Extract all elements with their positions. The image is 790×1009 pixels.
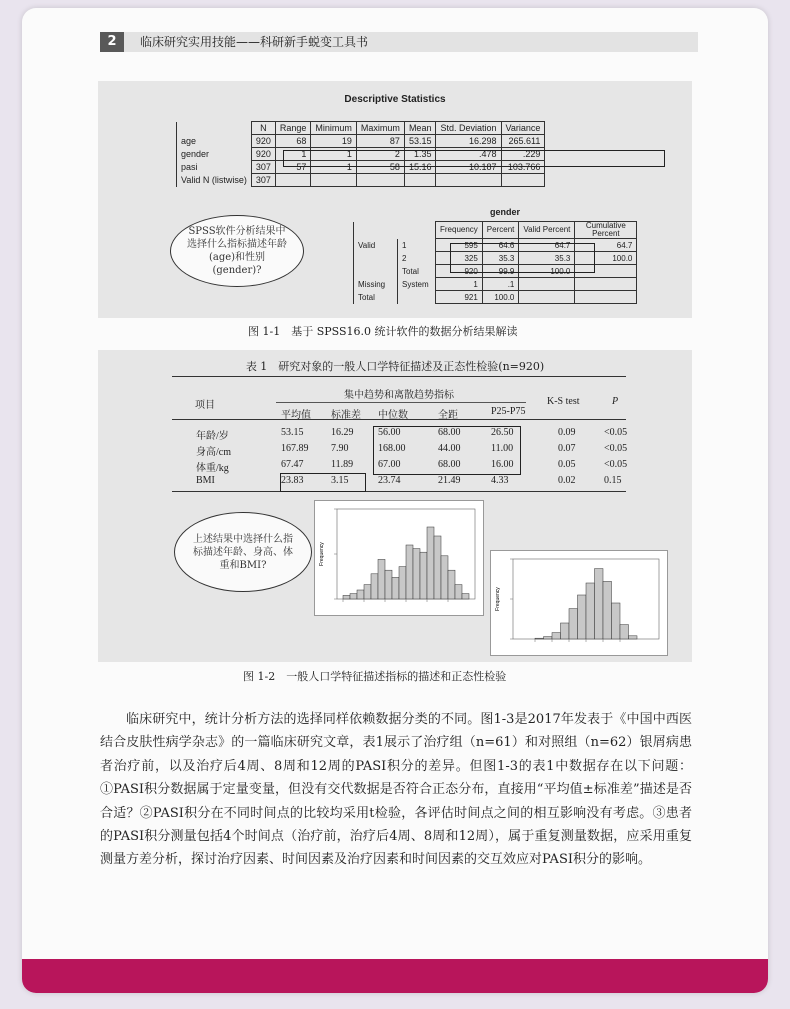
desc-col-header: Range (275, 122, 311, 135)
table-cell: 23.83 (281, 475, 304, 486)
desc-cell: 15.16 (404, 161, 436, 174)
question-bubble-1: SPSS软件分析结果中选择什么指标描述年龄(age)和性别(gender)? (170, 215, 304, 287)
gender-group-label: Total (354, 291, 398, 304)
histogram-bar (535, 638, 544, 639)
table-cell: 23.74 (378, 475, 401, 486)
bmi-highlight-box (280, 473, 366, 492)
desc-cell: .229 (501, 148, 545, 161)
gender-cell: 595 (436, 239, 483, 252)
gender-sub-label: 2 (398, 252, 436, 265)
figure-1-1-caption: 图 1-1 基于 SPSS16.0 统计软件的数据分析结果解读 (248, 325, 518, 338)
figure-1-1 (98, 81, 692, 318)
median-highlight-box (373, 426, 521, 475)
histogram-bar (462, 594, 469, 599)
table-cell: 11.89 (331, 459, 354, 470)
desc-cell: 53.15 (404, 135, 436, 148)
table-cell: 44.00 (438, 443, 461, 454)
gender-col-header: Valid Percent (519, 222, 575, 239)
desc-cell (311, 174, 357, 187)
gender-cell: 64.7 (519, 239, 575, 252)
desc-row-label: Valid N (listwise) (177, 174, 252, 187)
histogram-bar (552, 633, 561, 639)
desc-cell: 58 (356, 161, 404, 174)
gender-col-header: Percent (482, 222, 519, 239)
desc-cell (404, 174, 436, 187)
figure-1-2-caption: 图 1-2 一般人口学特征描述指标的描述和正态性检验 (243, 670, 507, 683)
page-number: 2 (100, 32, 124, 52)
figure-1-2 (98, 350, 692, 662)
desc-col-header: N (251, 122, 275, 135)
desc-col-header: Mean (404, 122, 436, 135)
question-bubble-2: 上述结果中选择什么指标描述年龄、身高、体重和BMI? (174, 512, 312, 592)
histogram-bar (612, 603, 621, 639)
gender-cell (575, 278, 637, 291)
desc-cell: 265.611 (501, 135, 545, 148)
histogram-bar (434, 536, 441, 599)
histogram-bar (603, 581, 612, 639)
bottom-band (22, 959, 768, 993)
sub-header: 中位数 (378, 410, 408, 421)
gender-group-label: Valid (354, 239, 398, 252)
histogram-bar (578, 595, 587, 639)
histogram-bar (378, 559, 385, 599)
histogram-bar (343, 595, 350, 599)
desc-col-header: Variance (501, 122, 545, 135)
histogram-bar (544, 637, 553, 639)
gender-sub-label: 1 (398, 239, 436, 252)
desc-cell: 307 (251, 174, 275, 187)
table-cell: 26.50 (491, 427, 514, 438)
gender-cell: 99.9 (482, 265, 519, 278)
gender-row (354, 291, 637, 304)
gender-cell: .1 (482, 278, 519, 291)
desc-corner (177, 122, 252, 135)
gender-cell: 1 (436, 278, 483, 291)
table-cell: 53.15 (281, 427, 304, 438)
histogram-bar (406, 545, 413, 599)
y-axis-label: Frequency (495, 587, 501, 611)
table-cell: 56.00 (378, 427, 401, 438)
gender-col-header: Cumulative Percent (575, 222, 637, 239)
gender-cell: 64.6 (482, 239, 519, 252)
gender-sub-label: System (398, 278, 436, 291)
desc-row (177, 174, 545, 187)
histogram-bar (569, 609, 578, 639)
desc-cell: 1 (275, 148, 311, 161)
desc-col-header: Std. Deviation (436, 122, 501, 135)
gender-group-label (354, 265, 398, 278)
gender-cell: 325 (436, 252, 483, 265)
percent-highlight-box (450, 243, 595, 273)
table-cell: 68.00 (438, 459, 461, 470)
age-histogram (314, 500, 484, 616)
gender-cell (519, 291, 575, 304)
histogram-bar (371, 574, 378, 599)
histogram-bar (595, 569, 604, 639)
desc-cell: 16.298 (436, 135, 501, 148)
histogram-bar (455, 585, 462, 599)
table-cell: <0.05 (604, 443, 628, 454)
histogram-bar (441, 556, 448, 599)
gender-group-label: Missing (354, 278, 398, 291)
gender-row (354, 278, 637, 291)
histogram-bar (586, 583, 595, 639)
table-row-item: BMI (196, 475, 215, 486)
height-histogram (490, 550, 668, 656)
histogram-bar (350, 594, 357, 599)
table-cell: 67.00 (378, 459, 401, 470)
table-1-title: 表 1 研究对象的一般人口学特征描述及正态性检验(n=920) (245, 360, 545, 373)
book-page (22, 8, 768, 993)
desc-cell: 103.766 (501, 161, 545, 174)
desc-cell (356, 174, 404, 187)
desc-cell: 920 (251, 135, 275, 148)
table-row-item: 体重/kg (196, 463, 229, 474)
gender-sub-label: Total (398, 265, 436, 278)
table-cell: 7.90 (331, 443, 349, 454)
group-header: 集中趋势和离散趋势指标 (344, 390, 454, 401)
desc-cell: 87 (356, 135, 404, 148)
sub-header: P25-P75 (491, 406, 526, 417)
gender-cell: 100.0 (519, 265, 575, 278)
desc-cell: 2 (356, 148, 404, 161)
body-paragraph: 临床研究中，统计分析方法的选择同样依赖数据分类的不同。图1-3是2017年发表于《中国中西医结合皮肤性病学杂志》的一篇临床研究文章，表1展示了治疗组（n=61）和对照组（n=62）银屑病患者治疗前，以及治疗后4周、8周和12周的PASI积分的差异。但图1-3的表1中数据存在以下问题：①PASI积分数据属于定量变量，但没有交代数据是否符合正态分布，直接用“平均值±标准差”描述是否合适？②PASI积分在不同时间点的比较均采用t检验，各评估时间点之间的相互影响没有考虑。③患者的PASI积分测量包括4个时间点（治疗前，治疗后4周、8周和12周），属于重复测量数据，应采用重复测量方差分析，探讨治疗因素、时间因素及治疗因素和时间因素的交互效应对PASI积分的影响。 (100, 712, 692, 868)
desc-col-header: Maximum (356, 122, 404, 135)
table-row-item: 年龄/岁 (196, 431, 229, 442)
desc-row-label: gender (177, 148, 252, 161)
histogram-bar (385, 570, 392, 599)
histogram-bar (420, 552, 427, 599)
table-cell: 0.05 (558, 459, 576, 470)
desc-cell: .478 (436, 148, 501, 161)
desc-cell: 920 (251, 148, 275, 161)
table-cell: 3.15 (331, 475, 349, 486)
histogram-bar (399, 567, 406, 599)
desc-cell (275, 174, 311, 187)
table-cell: 0.07 (558, 443, 576, 454)
desc-col-header: Minimum (311, 122, 357, 135)
height-histogram-svg (491, 551, 667, 655)
gender-group-label (354, 252, 398, 265)
desc-cell: 68 (275, 135, 311, 148)
desc-row-label: pasi (177, 161, 252, 174)
table-cell: <0.05 (604, 459, 628, 470)
item-header: 项目 (195, 400, 215, 411)
table-cell: 21.49 (438, 475, 461, 486)
table-cell: 168.00 (378, 443, 406, 454)
age-histogram-svg (315, 501, 483, 615)
body-text (100, 708, 692, 872)
desc-cell (436, 174, 501, 187)
ks-header: K-S test (547, 396, 580, 407)
histogram-bar (561, 623, 570, 639)
p-header: P (612, 396, 619, 407)
y-axis-label: Frequency (319, 542, 325, 566)
gender-cell: 35.3 (519, 252, 575, 265)
histogram-bar (427, 527, 434, 599)
gender-highlight-box (283, 150, 665, 167)
gender-cell: 100.0 (575, 252, 637, 265)
desc-cell: 1 (311, 161, 357, 174)
sub-header: 标准差 (331, 410, 361, 421)
sub-header: 平均值 (281, 410, 311, 421)
table-cell: 167.89 (281, 443, 309, 454)
gender-cell: 920 (436, 265, 483, 278)
table-cell: <0.05 (604, 427, 628, 438)
table-cell: 16.29 (331, 427, 354, 438)
histogram-bar (392, 577, 399, 599)
desc-cell: 307 (251, 161, 275, 174)
gender-cell: 921 (436, 291, 483, 304)
table-cell: 0.09 (558, 427, 576, 438)
desc-cell: 1 (311, 148, 357, 161)
gender-sub-label (398, 291, 436, 304)
book-title: 临床研究实用技能——科研新手蜕变工具书 (140, 35, 369, 49)
gender-cell: 100.0 (482, 291, 519, 304)
gender-cell: 64.7 (575, 239, 637, 252)
desc-cell: 10.187 (436, 161, 501, 174)
histogram-bar (629, 636, 638, 639)
histogram-bar (620, 625, 629, 639)
histogram-bar (364, 585, 371, 599)
descriptive-stats-title: Descriptive Statistics (344, 94, 446, 105)
gender-col-header: Frequency (436, 222, 483, 239)
desc-row-label: age (177, 135, 252, 148)
sub-header: 全距 (438, 410, 458, 421)
gender-corner (354, 222, 436, 239)
desc-row (177, 135, 545, 148)
desc-cell: 1.35 (404, 148, 436, 161)
running-header (100, 32, 698, 52)
table-cell: 67.47 (281, 459, 304, 470)
table-cell: 68.00 (438, 427, 461, 438)
histogram-bar (357, 590, 364, 599)
gender-table-title: gender (490, 207, 521, 217)
gender-cell: 35.3 (482, 252, 519, 265)
table-cell: 4.33 (491, 475, 509, 486)
desc-cell (501, 174, 545, 187)
table-cell: 11.00 (491, 443, 514, 454)
table-cell: 0.02 (558, 475, 576, 486)
desc-cell: 57 (275, 161, 311, 174)
histogram-bar (448, 570, 455, 599)
table-cell: 16.00 (491, 459, 514, 470)
gender-cell (575, 291, 637, 304)
table-row-item: 身高/cm (196, 447, 231, 458)
desc-cell: 19 (311, 135, 357, 148)
histogram-bar (413, 549, 420, 599)
gender-cell (519, 278, 575, 291)
table-cell: 0.15 (604, 475, 622, 486)
